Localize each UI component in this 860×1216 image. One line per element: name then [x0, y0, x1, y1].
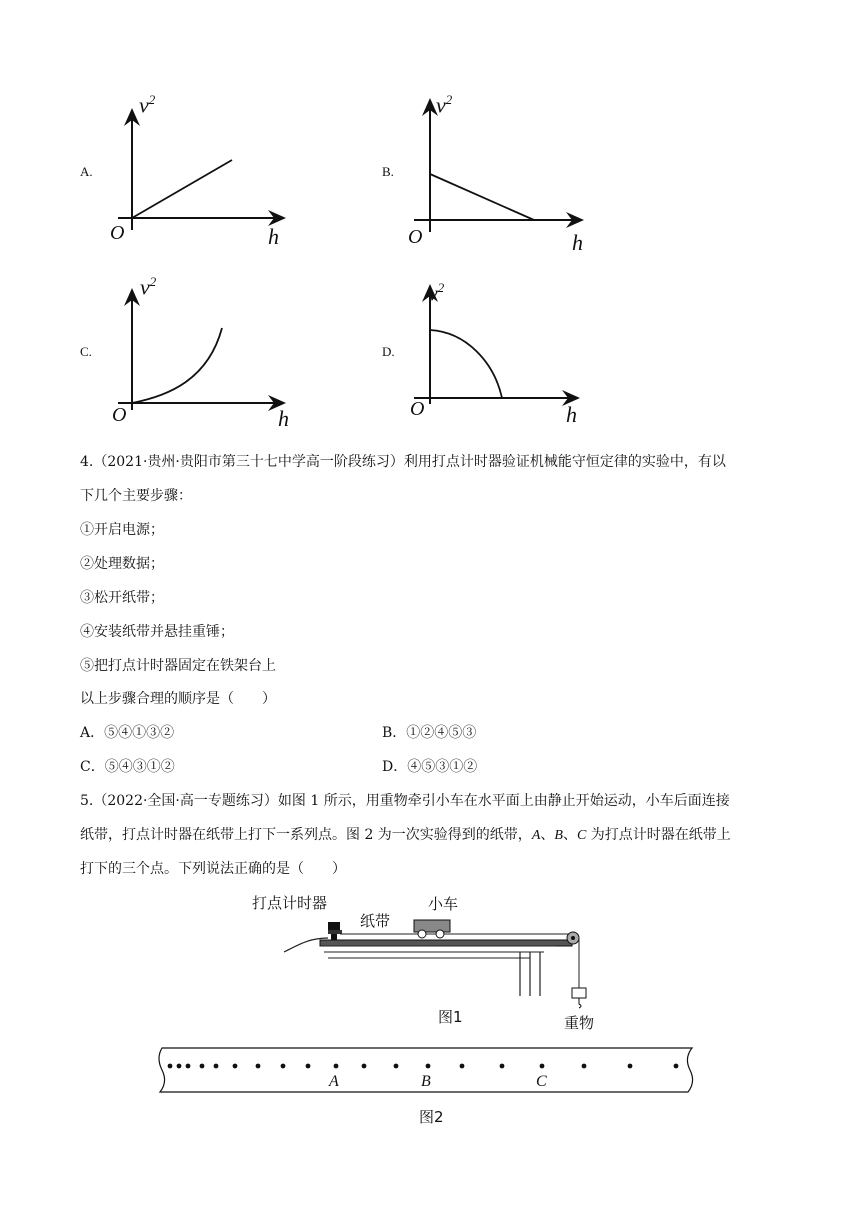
x-axis-label: h: [572, 230, 583, 255]
curve-line: [430, 174, 534, 220]
tape-dot: [362, 1064, 367, 1069]
graph-c: [108, 276, 298, 426]
tape-dot: [281, 1064, 286, 1069]
graph-b: [406, 92, 596, 252]
tape-label: 纸带: [360, 912, 391, 930]
tape-dot: [256, 1064, 261, 1069]
figure-1-caption: 图1: [438, 1008, 463, 1026]
q4-step: ①开启电源；: [80, 522, 164, 538]
tape-dot-c: [540, 1064, 545, 1069]
figure-2-caption: 图2: [419, 1108, 444, 1126]
cart: [414, 920, 450, 932]
q4-prompt: 以上步骤合理的顺序是（ ）: [80, 691, 276, 707]
q4-step: ③松开纸带；: [80, 590, 164, 606]
tape-dot: [394, 1064, 399, 1069]
option-letter: D.: [382, 344, 395, 359]
timer-label: 打点计时器: [252, 894, 328, 912]
tape-dot-b: [426, 1064, 431, 1069]
x-axis-label: h: [566, 402, 577, 427]
tape-dot: [168, 1064, 173, 1069]
tape-dot: [582, 1064, 587, 1069]
q4-choice-b[interactable]: B．①②④⑤③: [382, 725, 477, 741]
origin-label: O: [410, 398, 425, 420]
origin-label: O: [112, 404, 127, 426]
q4-stem-line2: 下几个主要步骤：: [80, 488, 192, 504]
q4-step: ⑤把打点计时器固定在铁架台上: [80, 658, 276, 674]
curve-line: [430, 330, 502, 398]
option-letter: B.: [382, 164, 394, 179]
track: [320, 940, 572, 946]
option-letter: A.: [80, 164, 93, 179]
x-axis-label: h: [278, 406, 289, 431]
weight: [572, 988, 586, 998]
q4-choice-c[interactable]: C．⑤④③①②: [80, 759, 175, 775]
tape-dot: [177, 1064, 182, 1069]
tape-dot: [500, 1064, 505, 1069]
q5-stem-line2: 纸带，打点计时器在纸带上打下一系列点。图 2 为一次实验得到的纸带，A、B、C 为打点计时器在纸带上: [80, 827, 731, 843]
tape-dot: [306, 1064, 311, 1069]
weight-label: 重物: [564, 1014, 595, 1032]
tape-dot: [200, 1064, 205, 1069]
q5-stem-line3: 打下的三个点。下列说法正确的是（ ）: [80, 861, 346, 877]
tape-dot: [674, 1064, 679, 1069]
tape-dot: [628, 1064, 633, 1069]
tape-dot: [233, 1064, 238, 1069]
q4-choice-d[interactable]: D．④⑤③①②: [382, 759, 478, 775]
curve-line: [132, 160, 232, 218]
option-letter: C.: [80, 344, 92, 359]
y-axis-label: $v^2$: [140, 274, 157, 300]
tape-dot-a: [334, 1064, 339, 1069]
y-axis-label: $v^2$: [428, 280, 445, 306]
cart-wheel: [418, 930, 426, 938]
y-axis-label: $v^2$: [139, 92, 156, 118]
q4-choice-a[interactable]: A．⑤④①③②: [80, 725, 175, 741]
x-axis-label: h: [268, 224, 279, 249]
tape-dot: [186, 1064, 191, 1069]
q4-stem-line1: 4.（2021·贵州·贵阳市第三十七中学高一阶段练习）利用打点计时器验证机械能守恒定律的实验中，有以: [80, 454, 726, 470]
cart-wheel: [436, 930, 444, 938]
origin-label: O: [408, 226, 423, 248]
origin-label: O: [110, 222, 125, 244]
tape-dot: [460, 1064, 465, 1069]
point-b-label: B: [421, 1073, 431, 1090]
tape-dot: [214, 1064, 219, 1069]
q5-stem-line1: 5.（2022·全国·高一专题练习）如图 1 所示，用重物牵引小车在水平面上由静止开始运动，小车后面连接: [80, 793, 730, 809]
q4-step: ④安装纸带并悬挂重锤；: [80, 624, 234, 640]
apparatus-diagram: [280, 900, 610, 1010]
y-axis-label: $v^2$: [436, 92, 453, 118]
point-c-label: C: [536, 1073, 547, 1090]
cart-label: 小车: [428, 895, 459, 913]
point-a-label: A: [329, 1073, 339, 1090]
timer-top: [328, 922, 340, 930]
q4-step: ②处理数据；: [80, 556, 164, 572]
curve-line: [132, 328, 222, 403]
